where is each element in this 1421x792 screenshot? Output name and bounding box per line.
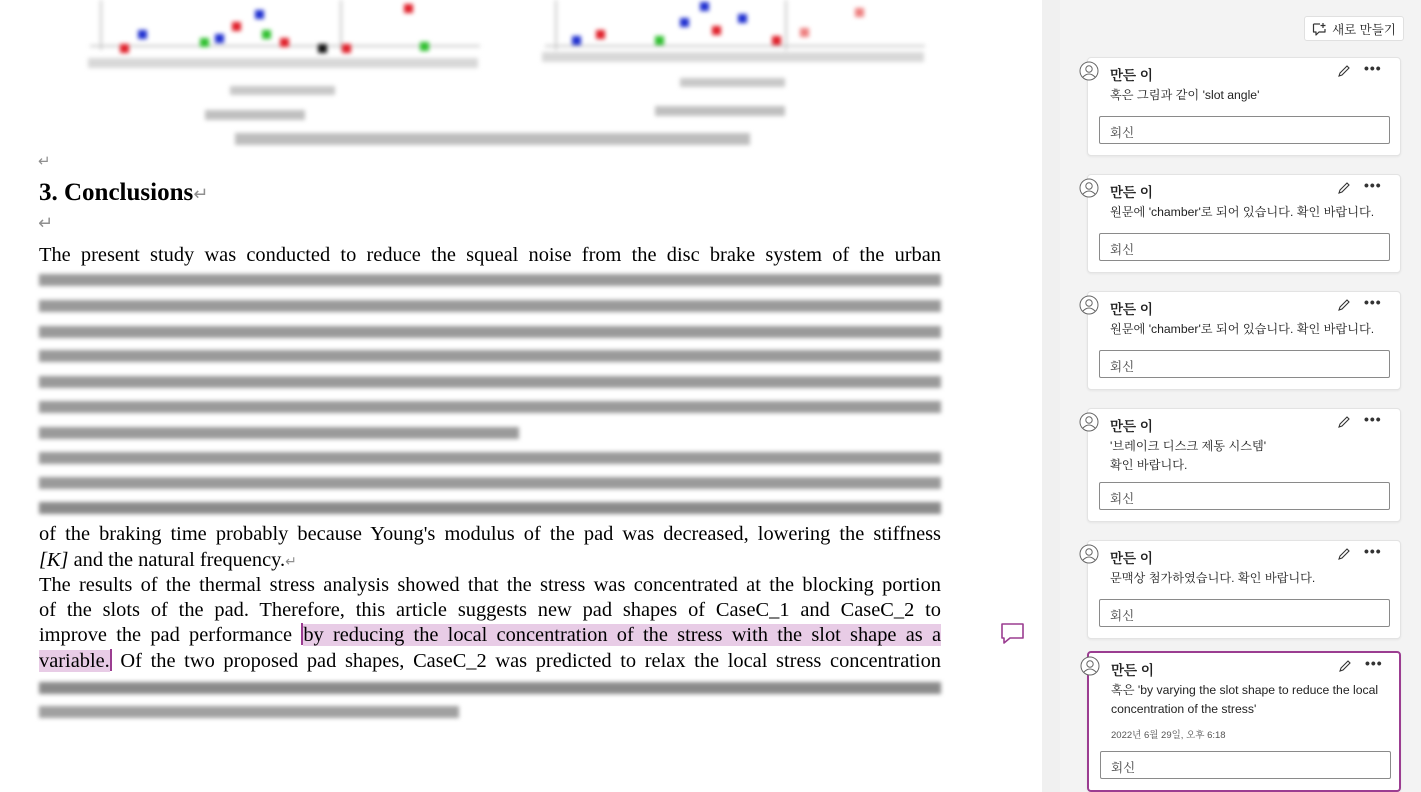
pane-divider [1042,0,1061,792]
commented-text[interactable]: by reducing the local concentration of the stress with the slot shape as a [303,624,942,646]
comment-text: 원문에 'chamber'로 되어 있습니다. 확인 바랍니다. [1110,322,1375,336]
comment-author: 만든 이 [1110,185,1153,200]
section-heading-text: 3. Conclusions [39,179,194,206]
new-comment-label: 새로 만들기 [1332,22,1396,37]
stiffness-symbol: [K] [39,549,69,571]
comment-text: 혹은 그림과 같이 'slot angle' [1110,88,1260,102]
reply-input[interactable]: 회신 [1099,116,1390,144]
new-comment-icon [1312,22,1327,36]
edit-icon[interactable] [1338,659,1352,673]
more-options-icon[interactable]: ••• [1364,60,1382,76]
avatar-icon [1080,656,1100,676]
figure-plot-area [0,0,1042,160]
comment-author: 만든 이 [1110,68,1153,83]
new-comment-button[interactable] [1304,16,1404,41]
more-options-icon[interactable]: ••• [1364,411,1382,427]
body-text-line[interactable]: of the slots of the pad. Therefore, this article suggests new pad shapes of CaseC_1 and CaseC_2 to [39,599,941,621]
avatar-icon [1079,178,1099,198]
more-options-icon[interactable]: ••• [1364,543,1382,559]
section-heading [39,179,208,207]
body-text-line[interactable]: The results of the thermal stress analysis showed that the stress was concentrated at the blocking portion [39,574,941,596]
edit-icon[interactable] [1337,181,1351,195]
avatar-icon [1079,61,1099,81]
comment-text: 문맥상 첨가하였습니다. 확인 바랍니다. [1110,571,1316,585]
comments-pane [1060,0,1421,792]
more-options-icon[interactable]: ••• [1365,655,1383,671]
body-text-line[interactable]: The present study was conducted to reduce the squeal noise from the disc brake system of the urban [39,244,941,266]
edit-icon[interactable] [1337,298,1351,312]
paragraph-mark: ↵ [193,184,209,205]
reply-input[interactable]: 회신 [1099,350,1390,378]
text-run: Of the two proposed pad shapes, CaseC_2 was predicted to relax the local stress concentration [111,650,941,672]
comment-card[interactable] [1087,57,1401,156]
comment-card-active[interactable] [1087,651,1401,792]
commented-text[interactable]: variable. [39,650,110,672]
comment-card[interactable] [1087,291,1401,390]
comment-balloon-icon[interactable] [1000,622,1026,646]
comment-author: 만든 이 [1110,419,1153,434]
comment-card[interactable] [1087,174,1401,273]
text-run: improve the pad performance [39,624,302,646]
comment-text: '브레이크 디스크 제동 시스템' 확인 바랍니다. [1110,439,1267,472]
body-text-line[interactable] [39,547,941,573]
body-text-line[interactable] [39,648,941,674]
reply-input[interactable]: 회신 [1099,482,1390,510]
comment-timestamp: 2022년 6월 29일, 오후 6:18 [1111,730,1226,741]
comment-text: 원문에 'chamber'로 되어 있습니다. 확인 바랍니다. [1110,205,1375,219]
comment-author: 만든 이 [1110,302,1153,317]
avatar-icon [1079,295,1099,315]
edit-icon[interactable] [1337,64,1351,78]
edit-icon[interactable] [1337,415,1351,429]
more-options-icon[interactable]: ••• [1364,177,1382,193]
comment-card[interactable] [1087,408,1401,522]
paragraph-mark: ↵ [38,152,51,170]
reply-input[interactable]: 회신 [1099,233,1390,261]
text-run: and the natural frequency. [68,549,286,571]
avatar-icon [1079,544,1099,564]
paragraph-mark: ↵ [285,554,297,570]
comment-author: 만든 이 [1110,551,1153,566]
comment-text: 혹은 'by varying the slot shape to reduce the local concentration of the stress' [1111,683,1379,716]
edit-icon[interactable] [1337,547,1351,561]
reply-input[interactable]: 회신 [1100,751,1391,779]
body-text-line[interactable]: of the braking time probably because Young's modulus of the pad was decreased, lowering the stiffness [39,523,941,545]
body-text-line[interactable] [39,622,941,648]
comment-card[interactable] [1087,540,1401,639]
more-options-icon[interactable]: ••• [1364,294,1382,310]
avatar-icon [1079,412,1099,432]
reply-input[interactable]: 회신 [1099,599,1390,627]
paragraph-mark: ↵ [38,213,54,234]
comment-author: 만든 이 [1111,663,1154,678]
